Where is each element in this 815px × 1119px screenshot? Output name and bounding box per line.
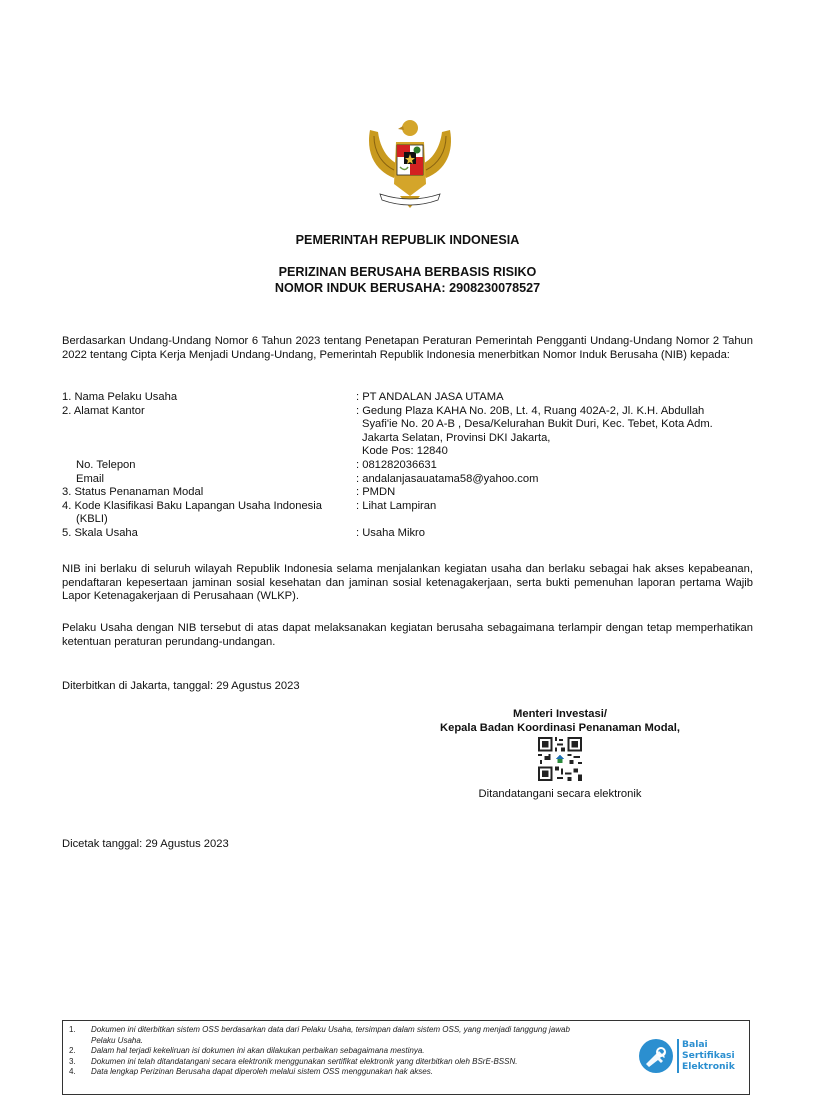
field-email [62, 473, 762, 487]
note-text: Dalam hal terjadi kekeliruan isi dokumen ini akan dilakukan perbaikan sebagaimana mestinya. [91, 1046, 425, 1056]
field-label: 1. Nama Pelaku Usaha [62, 391, 178, 403]
field-investment-status [62, 486, 762, 500]
footer-notes-box [62, 1020, 750, 1095]
field-label [62, 500, 356, 527]
field-label: Email [76, 472, 104, 485]
field-value: : PMDN [356, 486, 396, 499]
bsre-logo-text [682, 1039, 735, 1072]
nib-validity-paragraph: NIB ini berlaku di seluruh wilayah Republik Indonesia selama menjalankan kegiatan usaha dan berlaku sebagai hak akses kepabeanan, pendaftaran kepesertaan jaminan sosial kesehatan dan jaminan sosial ketenagakerjaan, serta bukti pemenuhan laporan pertama Wajib Lapor Ketenagakerjaan di Perusahaan (WLKP). [62, 563, 753, 603]
footer-notes [69, 1025, 629, 1078]
field-kbli [62, 500, 762, 527]
field-office-address [62, 405, 762, 459]
printed-date: Dicetak tanggal: 29 Agustus 2023 [62, 838, 229, 850]
field-label: 5. Skala Usaha [62, 526, 138, 539]
footer-note [69, 1057, 629, 1068]
garuda-emblem-icon [360, 112, 460, 212]
qr-code-icon [538, 737, 582, 781]
footer-note [69, 1046, 629, 1057]
logo-divider [677, 1039, 679, 1073]
signer-office: Kepala Badan Koordinasi Penanaman Modal, [440, 722, 680, 734]
electronic-signature-note: Ditandatangani secara elektronik [478, 788, 642, 800]
field-label-line: 4. Kode Klasifikasi Baku Lapangan Usaha Indonesia [62, 499, 322, 512]
address-line: Jakarta Selatan, Provinsi DKI Jakarta, [362, 431, 551, 444]
business-details [62, 391, 762, 541]
intro-paragraph: Berdasarkan Undang-Undang Nomor 6 Tahun 2023 tentang Penetapan Peraturan Pemerintah Pengganti Undang-Undang Nomor 2 Tahun 2022 tentang Cipta Kerja Menjadi Undang-Undang, Pemerintah Republik Indonesia menerbitkan Nomor Induk Berusaha (NIB) kepada: [62, 335, 753, 361]
field-label-line: (KBLI) [76, 513, 108, 526]
logo-text-line: Elektronik [682, 1061, 735, 1072]
bsre-key-icon [639, 1039, 673, 1073]
footer-note [69, 1067, 629, 1078]
field-value: : Usaha Mikro [356, 526, 426, 539]
field-value [356, 405, 762, 459]
note-number: 2. [69, 1046, 76, 1056]
note-number: 4. [69, 1067, 76, 1077]
note-text: Data lengkap Perizinan Berusaha dapat diperoleh melalui sistem OSS menggunakan hak akses. [91, 1067, 433, 1077]
field-label: No. Telepon [76, 458, 136, 471]
field-value: : PT ANDALAN JASA UTAMA [356, 391, 504, 403]
field-phone [62, 459, 762, 473]
field-label: 3. Status Penanaman Modal [62, 486, 204, 499]
business-actor-paragraph: Pelaku Usaha dengan NIB tersebut di atas dapat melaksanakan kegiatan berusaha sebagaimana terlampir dengan tetap memperhatikan ketentuan peraturan perundang-undangan. [62, 622, 753, 648]
nib-number-heading: NOMOR INDUK BERUSAHA: 2908230078527 [274, 281, 541, 295]
field-value: : andalanjasauatama58@yahoo.com [356, 472, 539, 485]
field-business-name [62, 391, 762, 405]
footer-note [69, 1025, 629, 1046]
issued-date: Diterbitkan di Jakarta, tanggal: 29 Agustus 2023 [62, 680, 300, 692]
note-line: Pelaku Usaha. [91, 1035, 144, 1045]
note-line: Dokumen ini diterbitkan sistem OSS berdasarkan data dari Pelaku Usaha, tersimpan dalam sistem OSS, yang menjadi tanggung jawab [91, 1025, 570, 1034]
note-text [91, 1025, 570, 1046]
address-line: Syafi'ie No. 20 A-B , Desa/Kelurahan Bukit Duri, Kec. Tebet, Kota Adm. [362, 418, 713, 431]
address-line: : Gedung Plaza KAHA No. 20B, Lt. 4, Ruang 402A-2, Jl. K.H. Abdullah [356, 404, 705, 417]
note-number: 1. [69, 1025, 76, 1034]
logo-text-line: Sertifikasi [682, 1050, 735, 1061]
signature-block [440, 707, 680, 800]
field-value: : Lihat Lampiran [356, 499, 437, 512]
government-heading: PEMERINTAH REPUBLIK INDONESIA [295, 233, 520, 247]
field-label: 2. Alamat Kantor [62, 404, 145, 417]
note-text: Dokumen ini telah ditandatangani secara elektronik menggunakan sertifikat elektronik yang diterbitkan oleh BSrE-BSSN. [91, 1056, 518, 1066]
signer-title: Menteri Investasi/ [513, 708, 607, 720]
field-business-scale [62, 527, 762, 541]
logo-text-line: Balai [682, 1039, 708, 1050]
address-line: Kode Pos: 12840 [362, 445, 448, 458]
bsre-logo [635, 1033, 739, 1081]
note-number: 3. [69, 1056, 76, 1066]
field-value: : 081282036631 [356, 458, 437, 471]
document-title: PERIZINAN BERUSAHA BERBASIS RISIKO [278, 265, 537, 279]
